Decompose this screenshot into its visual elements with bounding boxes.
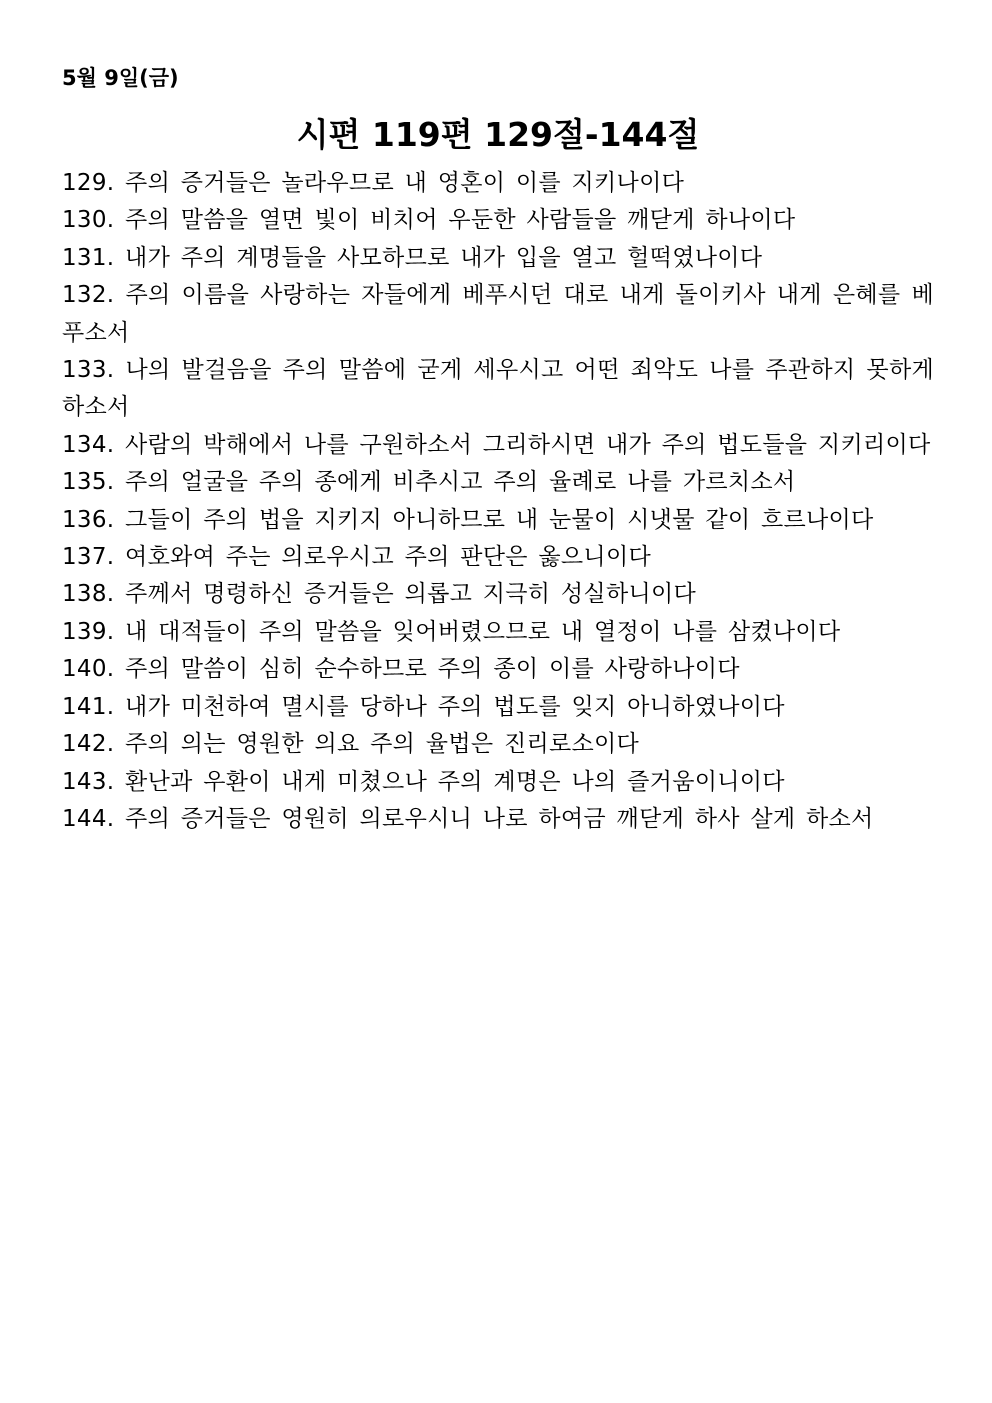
verse-text: 내가 주의 계명들을 사모하므로 내가 입을 열고 헐떡였나이다 [125,244,763,271]
verse-text: 주의 증거들은 영원히 의로우시니 나로 하여금 깨닫게 하사 살게 하소서 [125,805,874,832]
verse-text: 나의 발걸음을 주의 말씀에 굳게 세우시고 어떤 죄악도 나를 주관하지 못하게 하소서 [62,357,934,421]
verse-item [62,801,934,838]
page-title: 시편 119편 129절-144절 [296,115,700,154]
verse-text: 주의 얼굴을 주의 종에게 비추시고 주의 율례로 나를 가르치소서 [125,469,796,496]
verse-number: 132. [62,282,115,309]
verse-text: 내가 미천하여 멸시를 당하나 주의 법도를 잊지 아니하였나이다 [125,693,785,720]
verse-number: 130. [62,207,115,234]
verse-number: 136. [62,506,115,533]
verse-item [62,764,934,801]
verse-text: 여호와여 주는 의로우시고 주의 판단은 옳으니이다 [125,544,651,571]
verse-item [62,689,934,726]
verse-text: 내 대적들이 주의 말씀을 잊어버렸으므로 내 열정이 나를 삼켰나이다 [125,618,841,645]
verse-number: 142. [62,731,115,758]
verse-number: 131. [62,244,115,271]
verse-text: 주의 이름을 사랑하는 자들에게 베푸시던 대로 내게 돌이키사 내게 은혜를 베푸소서 [62,282,934,346]
verse-number: 133. [62,357,115,384]
verse-text: 주의 의는 영원한 의요 주의 율법은 진리로소이다 [125,731,640,758]
verse-item [62,240,934,277]
verse-number: 144. [62,805,115,832]
verse-number: 129. [62,170,115,196]
verse-item [62,165,934,202]
verse-text: 주의 말씀이 심히 순수하므로 주의 종이 이를 사랑하나이다 [125,656,740,683]
date-label: 5월 9일(금) [62,66,179,90]
verse-number: 134. [62,431,115,458]
verse-text: 환난과 우환이 내게 미쳤으나 주의 계명은 나의 즐거움이니이다 [125,768,785,795]
verse-item [62,614,934,651]
verse-text: 주의 증거들은 놀라우므로 내 영혼이 이를 지키나이다 [125,170,685,196]
verse-number: 139. [62,618,115,645]
verse-number: 141. [62,693,115,720]
verse-text: 주의 말씀을 열면 빛이 비치어 우둔한 사람들을 깨닫게 하나이다 [125,207,796,234]
verse-number: 140. [62,656,115,683]
verse-text: 그들이 주의 법을 지키지 아니하므로 내 눈물이 시냇물 같이 흐르나이다 [125,506,874,533]
verse-number: 138. [62,581,115,608]
verse-item [62,539,934,576]
verse-number: 143. [62,768,115,795]
verse-item [62,576,934,613]
verse-text: 주께서 명령하신 증거들은 의롭고 지극히 성실하니이다 [125,581,697,608]
verse-item [62,502,934,539]
verse-item [62,202,934,239]
verse-item [62,651,934,688]
verse-number: 137. [62,544,115,571]
verse-item [62,352,934,427]
verse-item [62,726,934,763]
verse-item [62,464,934,501]
verse-list [62,165,934,838]
verse-number: 135. [62,469,115,496]
verse-text: 사람의 박해에서 나를 구원하소서 그리하시면 내가 주의 법도들을 지키리이다 [125,431,931,458]
verse-item [62,427,934,464]
verse-item [62,277,934,352]
